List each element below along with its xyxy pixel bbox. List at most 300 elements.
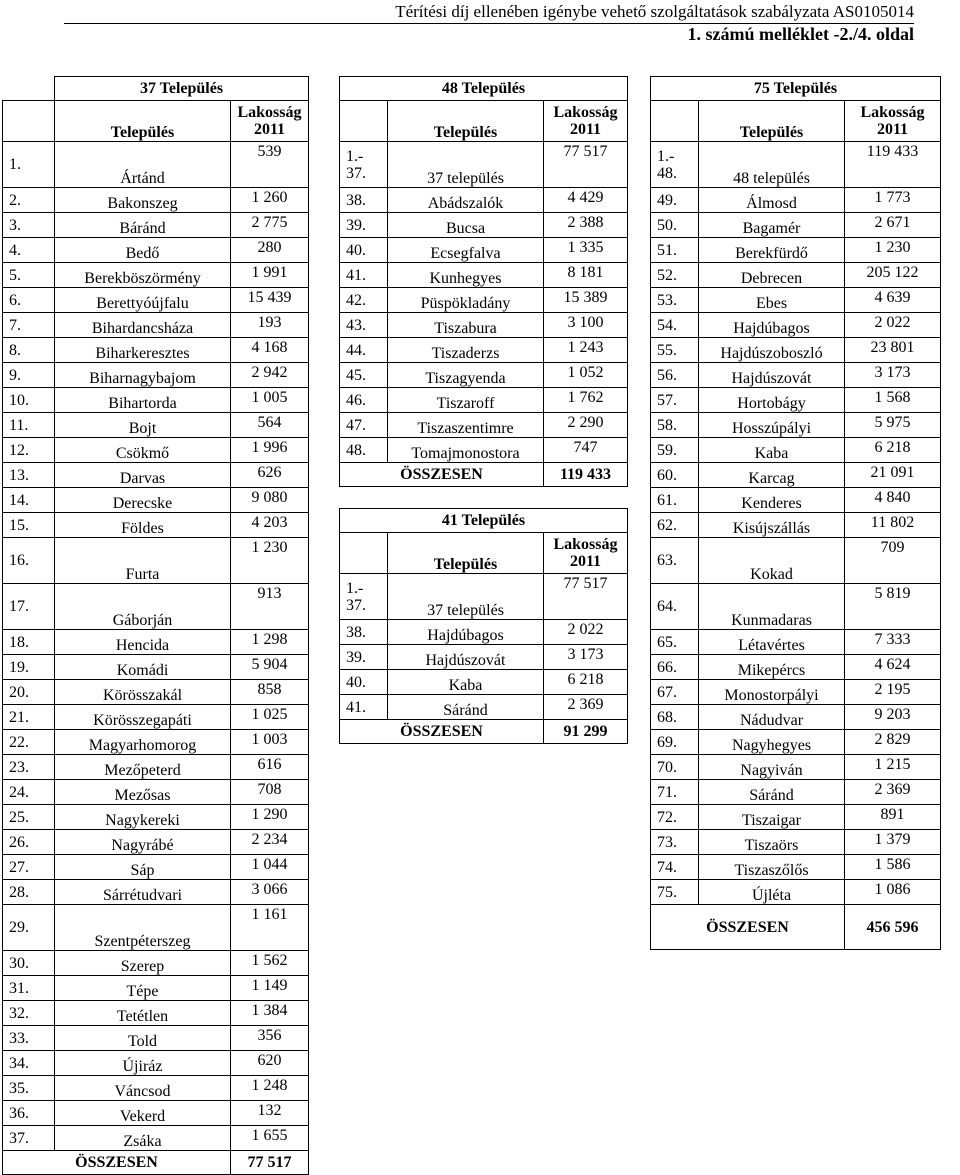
row-population: 193: [231, 313, 309, 338]
row-population: 23 801: [845, 338, 941, 363]
row-number: 55.: [651, 338, 699, 363]
table-row: [3, 463, 309, 488]
row-population: 4 429: [544, 188, 628, 213]
row-number: 49.: [651, 188, 699, 213]
row-name: Tiszagyenda: [388, 363, 544, 388]
column-header-population-line1: Lakosság: [237, 104, 302, 121]
column-header-population-line2: 2011: [253, 121, 286, 138]
column-header-name: Település: [55, 101, 231, 142]
row-population: 1 298: [231, 630, 309, 655]
table-row: [651, 680, 941, 705]
row-number: 65.: [651, 630, 699, 655]
row-population: 4 203: [231, 513, 309, 538]
table-row: [340, 645, 628, 670]
row-number: 17.: [3, 584, 55, 630]
row-name: Mezőpeterd: [55, 755, 231, 780]
row-number: 72.: [651, 805, 699, 830]
row-name: Gáborján: [55, 584, 231, 630]
table-row: [651, 855, 941, 880]
row-number: 10.: [3, 388, 55, 413]
row-number: 29.: [3, 905, 55, 951]
row-number: 24.: [3, 780, 55, 805]
row-name: Tiszaroff: [388, 388, 544, 413]
row-population: 2 671: [845, 213, 941, 238]
table-row: [340, 574, 628, 620]
table-row: [651, 188, 941, 213]
table-row: [651, 830, 941, 855]
row-number: 36.: [3, 1101, 55, 1126]
row-name: Újiráz: [55, 1051, 231, 1076]
row-name: Hortobágy: [699, 388, 845, 413]
table-row: [340, 188, 628, 213]
row-name: Sáp: [55, 855, 231, 880]
row-population: 9 080: [231, 488, 309, 513]
row-population: 3 173: [544, 645, 628, 670]
row-name: Kisújszállás: [699, 513, 845, 538]
row-number: 45.: [340, 363, 388, 388]
row-name: Földes: [55, 513, 231, 538]
row-population: 15 389: [544, 288, 628, 313]
table-row: [340, 263, 628, 288]
table-row: [3, 855, 309, 880]
row-number: 37.: [3, 1126, 55, 1151]
row-name: Bihartorda: [55, 388, 231, 413]
row-number: 14.: [3, 488, 55, 513]
row-number: 60.: [651, 463, 699, 488]
row-name: Körösszakál: [55, 680, 231, 705]
row-population: 2 195: [845, 680, 941, 705]
row-population: 5 904: [231, 655, 309, 680]
row-population: 3 100: [544, 313, 628, 338]
row-population: 616: [231, 755, 309, 780]
row-name: Furta: [55, 538, 231, 584]
row-number: 52.: [651, 263, 699, 288]
row-number: 69.: [651, 730, 699, 755]
column-header-population: [231, 101, 309, 142]
table-row: [340, 413, 628, 438]
row-population: 2 022: [544, 620, 628, 645]
row-population: 1 230: [845, 238, 941, 263]
column-header-population: [845, 101, 941, 142]
row-name: Sáránd: [699, 780, 845, 805]
total-value: 91 299: [544, 720, 628, 744]
row-number: 26.: [3, 830, 55, 855]
row-number: 28.: [3, 880, 55, 905]
row-name: Tiszaderzs: [388, 338, 544, 363]
table-row: [651, 805, 941, 830]
table-row: [3, 680, 309, 705]
row-population: 1 379: [845, 830, 941, 855]
row-population: 891: [845, 805, 941, 830]
row-number: 46.: [340, 388, 388, 413]
row-population: 1 773: [845, 188, 941, 213]
row-number: 70.: [651, 755, 699, 780]
row-population: 1 052: [544, 363, 628, 388]
table-row: [3, 413, 309, 438]
row-name: Mezősas: [55, 780, 231, 805]
row-number: 39.: [340, 213, 388, 238]
row-name: Báránd: [55, 213, 231, 238]
column-header-population-line2: 2011: [876, 121, 909, 138]
row-population: 2 290: [544, 413, 628, 438]
table-row: [3, 584, 309, 630]
table-row: [3, 388, 309, 413]
row-number: 41.: [340, 263, 388, 288]
row-number: 30.: [3, 951, 55, 976]
row-population: 539: [231, 142, 309, 188]
table-row: [340, 695, 628, 720]
row-name: Nagyhegyes: [699, 730, 845, 755]
row-population: 77 517: [544, 574, 628, 620]
row-population: 1 044: [231, 855, 309, 880]
row-number: 62.: [651, 513, 699, 538]
table-row: [651, 438, 941, 463]
table-row: [3, 730, 309, 755]
row-name: Nagyiván: [699, 755, 845, 780]
row-population: 564: [231, 413, 309, 438]
table-row: [3, 438, 309, 463]
row-number: 23.: [3, 755, 55, 780]
row-number: 4.: [3, 238, 55, 263]
table-row: [3, 263, 309, 288]
column-header-population-line1: Lakosság: [860, 104, 925, 121]
row-number: 68.: [651, 705, 699, 730]
row-name: Hajdúszovát: [388, 645, 544, 670]
row-name: Berettyóújfalu: [55, 288, 231, 313]
table-row: [3, 363, 309, 388]
table-row: [3, 513, 309, 538]
total-label: ÖSSZESEN: [651, 905, 845, 950]
row-population: 7 333: [845, 630, 941, 655]
row-name: Monostorpályi: [699, 680, 845, 705]
row-population: 1 655: [231, 1126, 309, 1151]
table-row: [3, 538, 309, 584]
row-name: Sárrétudvari: [55, 880, 231, 905]
table-row: [3, 488, 309, 513]
row-name: Nádudvar: [699, 705, 845, 730]
row-population: 858: [231, 680, 309, 705]
row-number: 44.: [340, 338, 388, 363]
table-title: 41 Település: [340, 509, 628, 533]
row-name: Hajdúbagos: [388, 620, 544, 645]
table-row: [651, 705, 941, 730]
row-population: 1 161: [231, 905, 309, 951]
row-name: Tépe: [55, 976, 231, 1001]
row-name: Mikepércs: [699, 655, 845, 680]
row-population: 356: [231, 1026, 309, 1051]
table-row: [651, 263, 941, 288]
row-name: Hencida: [55, 630, 231, 655]
total-label: ÖSSZESEN: [340, 720, 544, 744]
row-number: 1.- 37.: [340, 142, 388, 188]
row-number: 74.: [651, 855, 699, 880]
row-name: Kaba: [388, 670, 544, 695]
row-name: Darvas: [55, 463, 231, 488]
table-row: [651, 338, 941, 363]
row-number: 66.: [651, 655, 699, 680]
table-row: [651, 584, 941, 630]
row-number: 21.: [3, 705, 55, 730]
row-number: 13.: [3, 463, 55, 488]
table-row: [3, 142, 309, 188]
table-row: [651, 463, 941, 488]
row-name: Püspökladány: [388, 288, 544, 313]
row-population: 8 181: [544, 263, 628, 288]
table-row: [651, 880, 941, 905]
row-number: 8.: [3, 338, 55, 363]
row-name: Szerep: [55, 951, 231, 976]
row-number: 19.: [3, 655, 55, 680]
row-number: 56.: [651, 363, 699, 388]
table-row: [3, 238, 309, 263]
row-population: 21 091: [845, 463, 941, 488]
row-number: 61.: [651, 488, 699, 513]
table-row: [3, 780, 309, 805]
row-name: Tiszaörs: [699, 830, 845, 855]
row-population: 708: [231, 780, 309, 805]
row-name: Ebes: [699, 288, 845, 313]
row-number: 58.: [651, 413, 699, 438]
row-number: 40.: [340, 238, 388, 263]
row-number: 22.: [3, 730, 55, 755]
row-population: 1 996: [231, 438, 309, 463]
table-row: [340, 438, 628, 463]
row-number: 40.: [340, 670, 388, 695]
table-row: [3, 288, 309, 313]
row-name: Bojt: [55, 413, 231, 438]
table-row: [3, 1001, 309, 1026]
row-name: Körösszegapáti: [55, 705, 231, 730]
row-number: 35.: [3, 1076, 55, 1101]
row-population: 77 517: [544, 142, 628, 188]
row-number: 9.: [3, 363, 55, 388]
row-population: 3 066: [231, 880, 309, 905]
row-number: 38.: [340, 188, 388, 213]
table-row: [651, 730, 941, 755]
row-name: Kunmadaras: [699, 584, 845, 630]
table-row: [651, 388, 941, 413]
row-number: 57.: [651, 388, 699, 413]
row-name: Bucsa: [388, 213, 544, 238]
row-population: 5 819: [845, 584, 941, 630]
table-row: [3, 976, 309, 1001]
row-name: Szentpéterszeg: [55, 905, 231, 951]
row-number: 63.: [651, 538, 699, 584]
total-value: 119 433: [544, 463, 628, 487]
row-number: 20.: [3, 680, 55, 705]
table-title: 75 Település: [651, 77, 941, 101]
row-population: 1 562: [231, 951, 309, 976]
row-number: 42.: [340, 288, 388, 313]
row-population: 626: [231, 463, 309, 488]
row-number: 2.: [3, 188, 55, 213]
row-name: Zsáka: [55, 1126, 231, 1151]
row-number: 6.: [3, 288, 55, 313]
column-header-name: Település: [388, 533, 544, 574]
table-row: [3, 1126, 309, 1151]
document-header-page: 1. számú melléklet -2./4. oldal: [687, 24, 914, 44]
table-row: [3, 755, 309, 780]
row-number: 7.: [3, 313, 55, 338]
column-header-population-line1: Lakosság: [553, 104, 618, 121]
table-row: [3, 1076, 309, 1101]
row-population: 5 975: [845, 413, 941, 438]
table-row: [340, 213, 628, 238]
row-population: 1 991: [231, 263, 309, 288]
row-name: Ecsegfalva: [388, 238, 544, 263]
row-number: 43.: [340, 313, 388, 338]
total-value: 77 517: [231, 1151, 309, 1175]
row-number: 54.: [651, 313, 699, 338]
table-row: [651, 630, 941, 655]
row-population: 709: [845, 538, 941, 584]
table-row: [651, 288, 941, 313]
table-75-telepules: [650, 76, 941, 950]
row-population: 1 248: [231, 1076, 309, 1101]
column-header-name: Település: [388, 101, 544, 142]
row-population: 620: [231, 1051, 309, 1076]
row-name: Bihardancsháza: [55, 313, 231, 338]
row-population: 4 639: [845, 288, 941, 313]
row-name: Biharkeresztes: [55, 338, 231, 363]
table-37-telepules: [2, 76, 309, 1175]
row-name: Berekfürdő: [699, 238, 845, 263]
table-row: [340, 142, 628, 188]
table-row: [3, 630, 309, 655]
row-name: Nagykereki: [55, 805, 231, 830]
row-number: 75.: [651, 880, 699, 905]
row-number: 3.: [3, 213, 55, 238]
row-name: Karcag: [699, 463, 845, 488]
table-41-telepules: [339, 508, 628, 744]
column-header-name: Település: [699, 101, 845, 142]
row-name: Hajdúszoboszló: [699, 338, 845, 363]
row-name: Kokad: [699, 538, 845, 584]
row-number: 32.: [3, 1001, 55, 1026]
row-population: 1 384: [231, 1001, 309, 1026]
table-row: [340, 388, 628, 413]
row-number: 11.: [3, 413, 55, 438]
row-name: Kenderes: [699, 488, 845, 513]
table-title: 48 Település: [340, 77, 628, 101]
row-population: 1 005: [231, 388, 309, 413]
row-population: 1 086: [845, 880, 941, 905]
table-row: [340, 238, 628, 263]
table-row: [3, 338, 309, 363]
row-population: 2 369: [544, 695, 628, 720]
table-row: [651, 755, 941, 780]
row-number: 27.: [3, 855, 55, 880]
row-population: 2 942: [231, 363, 309, 388]
column-header-population-line1: Lakosság: [553, 536, 618, 553]
row-number: 71.: [651, 780, 699, 805]
column-header-population-line2: 2011: [569, 121, 602, 138]
table-row: [3, 213, 309, 238]
row-name: Újléta: [699, 880, 845, 905]
row-population: 119 433: [845, 142, 941, 188]
row-name: Váncsod: [55, 1076, 231, 1101]
row-number: 5.: [3, 263, 55, 288]
row-population: 913: [231, 584, 309, 630]
row-name: Tetétlen: [55, 1001, 231, 1026]
row-population: 1 260: [231, 188, 309, 213]
row-name: Tiszaszőlős: [699, 855, 845, 880]
table-row: [3, 188, 309, 213]
row-population: 132: [231, 1101, 309, 1126]
row-name: Nagyrábé: [55, 830, 231, 855]
total-label: ÖSSZESEN: [340, 463, 544, 487]
table-48-telepules: [339, 76, 628, 487]
row-name: 37 település: [388, 142, 544, 188]
row-population: 11 802: [845, 513, 941, 538]
row-name: Berekböszörmény: [55, 263, 231, 288]
row-number: 73.: [651, 830, 699, 855]
table-row: [3, 951, 309, 976]
row-number: 47.: [340, 413, 388, 438]
row-number: 15.: [3, 513, 55, 538]
table-row: [3, 905, 309, 951]
row-population: 2 234: [231, 830, 309, 855]
row-population: 280: [231, 238, 309, 263]
table-row: [340, 620, 628, 645]
row-number: 12.: [3, 438, 55, 463]
table-row: [651, 363, 941, 388]
table-row: [340, 338, 628, 363]
row-name: Kaba: [699, 438, 845, 463]
row-name: Tiszaszentimre: [388, 413, 544, 438]
row-number: 39.: [340, 645, 388, 670]
row-population: 1 149: [231, 976, 309, 1001]
row-name: Vekerd: [55, 1101, 231, 1126]
table-title: 37 Település: [55, 77, 309, 101]
table-row: [651, 313, 941, 338]
row-name: Hosszúpályi: [699, 413, 845, 438]
column-header-population: [544, 101, 628, 142]
table-row: [3, 880, 309, 905]
row-name: Sáránd: [388, 695, 544, 720]
row-population: 1 230: [231, 538, 309, 584]
table-row: [3, 313, 309, 338]
table-row: [3, 805, 309, 830]
table-row: [3, 655, 309, 680]
row-number: 67.: [651, 680, 699, 705]
row-name: Tiszaigar: [699, 805, 845, 830]
row-name: Csökmő: [55, 438, 231, 463]
row-population: 1 243: [544, 338, 628, 363]
row-name: Derecske: [55, 488, 231, 513]
row-number: 64.: [651, 584, 699, 630]
row-name: Hajdúbagos: [699, 313, 845, 338]
row-number: 51.: [651, 238, 699, 263]
row-population: 2 022: [845, 313, 941, 338]
row-name: Ártánd: [55, 142, 231, 188]
row-population: 1 215: [845, 755, 941, 780]
row-population: 4 624: [845, 655, 941, 680]
row-number: 50.: [651, 213, 699, 238]
row-population: 4 168: [231, 338, 309, 363]
table-row: [3, 1101, 309, 1126]
column-header-population-line2: 2011: [569, 553, 602, 570]
row-population: 747: [544, 438, 628, 463]
table-row: [340, 670, 628, 695]
row-name: Tomajmonostora: [388, 438, 544, 463]
table-row: [651, 655, 941, 680]
row-number: 1.- 37.: [340, 574, 388, 620]
row-name: Kunhegyes: [388, 263, 544, 288]
row-name: Tiszabura: [388, 313, 544, 338]
row-number: 25.: [3, 805, 55, 830]
table-row: [651, 142, 941, 188]
